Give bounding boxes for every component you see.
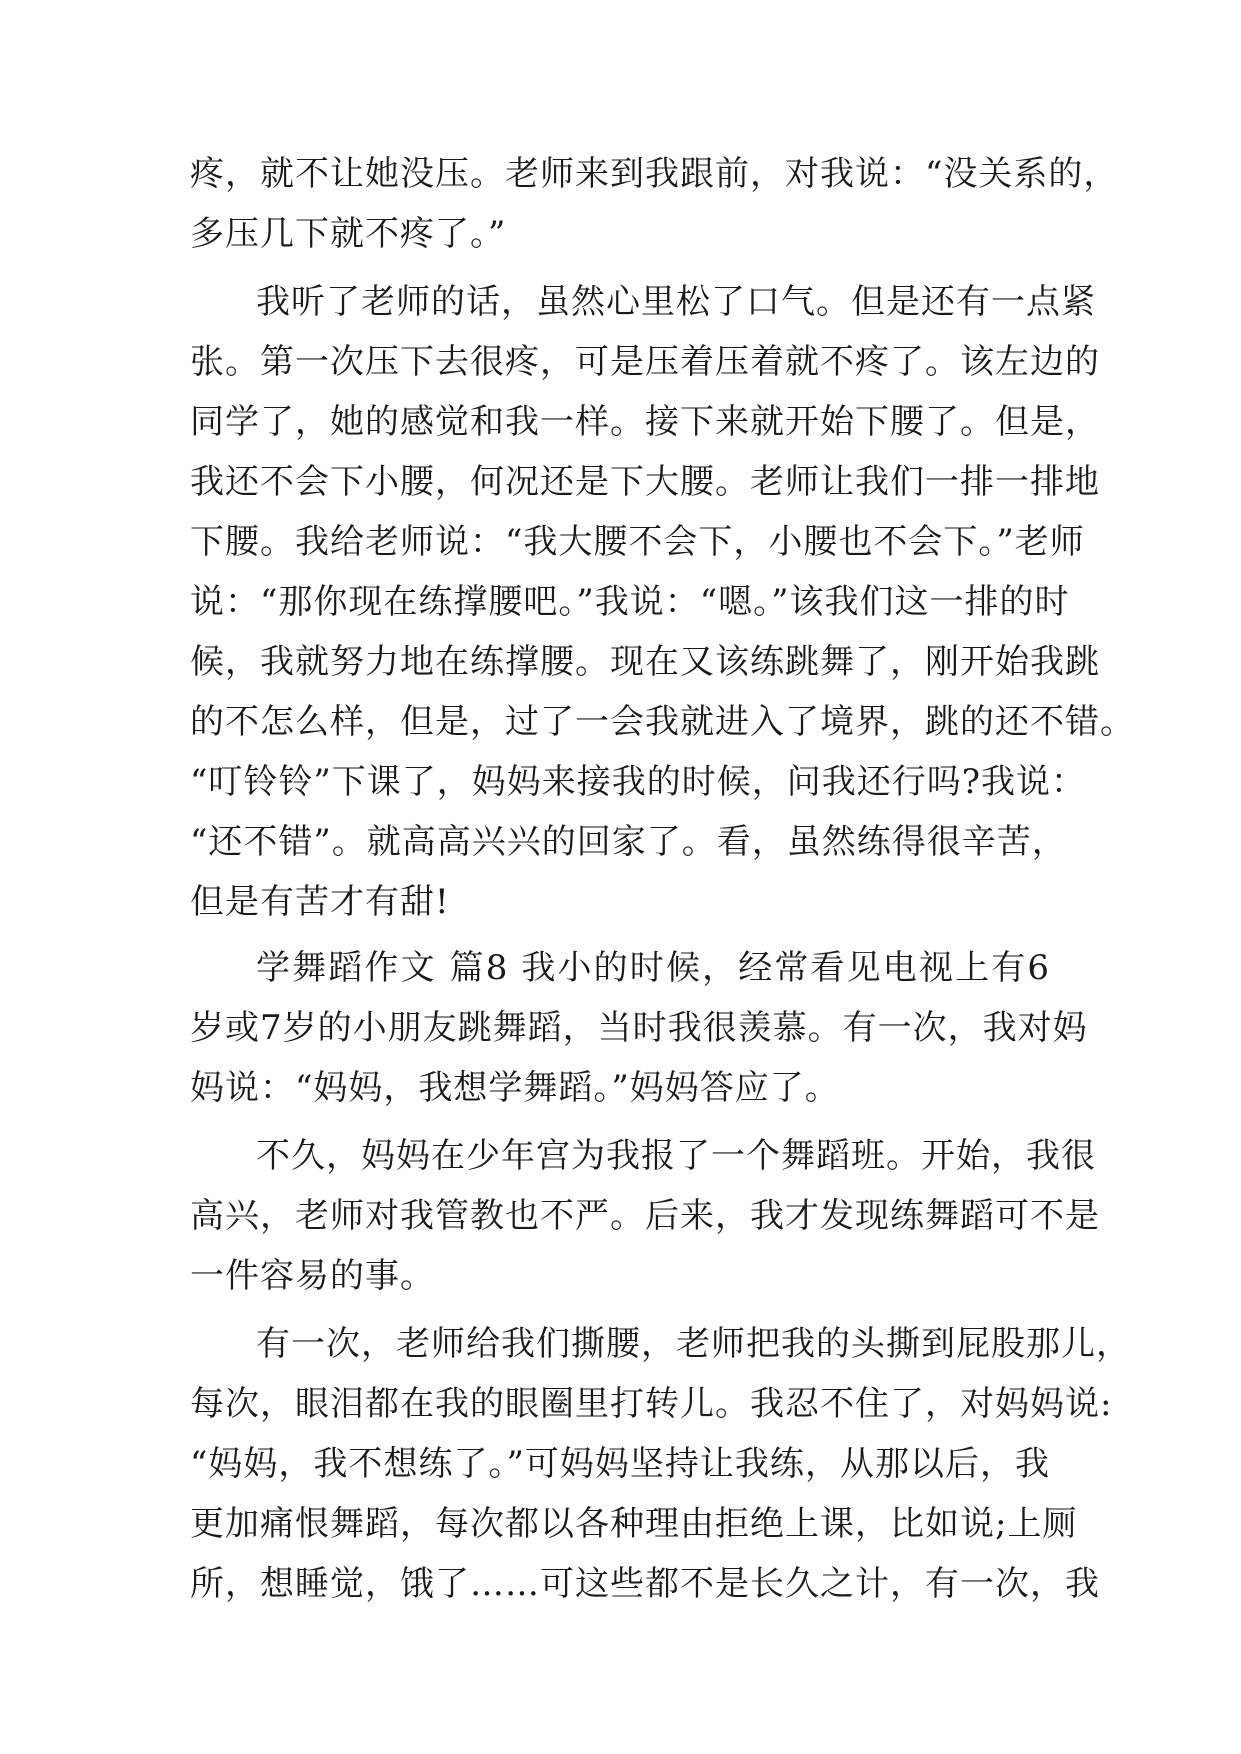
- text-line: 高兴，老师对我管教也不严。后来，我才发现练舞蹈可不是: [190, 1196, 1100, 1236]
- text-line: 同学了，她的感觉和我一样。接下来就开始下腰了。但是，: [190, 402, 1100, 442]
- text-line: 候，我就努力地在练撑腰。现在又该练跳舞了，刚开始我跳: [190, 642, 1100, 682]
- text-line: 岁或7岁的小朋友跳舞蹈，当时我很羡慕。有一次，我对妈: [190, 1008, 1088, 1048]
- text-line: 说：“那你现在练撑腰吧。”我说：“嗯。”该我们这一排的时: [190, 582, 1070, 622]
- section-heading-line: 学舞蹈作文 篇8 我小的时候，经常看见电视上有6: [256, 948, 1050, 988]
- text-line: 下腰。我给老师说：“我大腰不会下，小腰也不会下。”老师: [190, 522, 1085, 562]
- text-line: 的不怎么样，但是，过了一会我就进入了境界，跳的还不错。: [190, 702, 1135, 742]
- text-line: 每次，眼泪都在我的眼圈里打转儿。我忍不住了，对妈妈说:: [190, 1384, 1113, 1424]
- text-line: 不久，妈妈在少年宫为我报了一个舞蹈班。开始，我很: [256, 1136, 1096, 1176]
- text-line: 妈说：“妈妈，我想学舞蹈。”妈妈答应了。: [190, 1068, 840, 1108]
- text-line: 但是有苦才有甜!: [190, 882, 450, 922]
- text-line: 张。第一次压下去很疼，可是压着压着就不疼了。该左边的: [190, 342, 1100, 382]
- text-line: “还不错”。就高高兴兴的回家了。看，虽然练得很辛苦，: [190, 822, 1067, 862]
- text-line: 有一次，老师给我们撕腰，老师把我的头撕到屁股那儿，: [256, 1324, 1131, 1364]
- text-line: 我还不会下小腰，何况还是下大腰。老师让我们一排一排地: [190, 462, 1100, 502]
- text-line: 一件容易的事。: [190, 1256, 435, 1296]
- text-line: 疼，就不让她没压。老师来到我跟前，对我说：“没关系的，: [190, 154, 1119, 194]
- text-line: 多压几下就不疼了。”: [190, 214, 507, 254]
- text-line: “妈妈，我不想练了。”可妈妈坚持让我练，从那以后，我: [190, 1444, 1050, 1484]
- text-line: 所，想睡觉，饿了……可这些都不是长久之计，有一次，我: [190, 1564, 1100, 1604]
- text-line: 更加痛恨舞蹈，每次都以各种理由拒绝上课，比如说;上厕: [190, 1504, 1078, 1544]
- text-line: 我听了老师的话，虽然心里松了口气。但是还有一点紧: [256, 282, 1096, 322]
- text-line: “叮铃铃”下课了，妈妈来接我的时候，问我还行吗?我说：: [190, 762, 1086, 802]
